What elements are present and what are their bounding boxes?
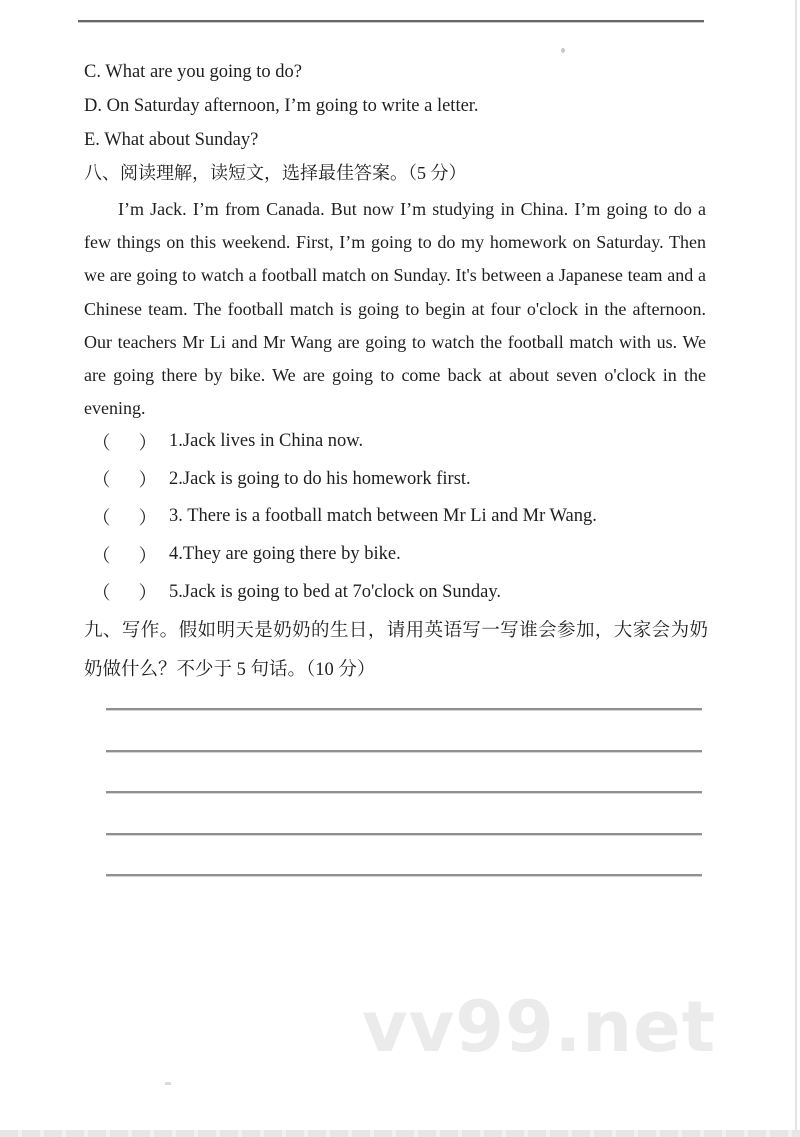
question-text: 1.Jack lives in China now.	[169, 431, 364, 452]
question-text: 3. There is a football match between Mr Li and Mr Wang.	[169, 506, 597, 527]
answer-bracket-open: （	[92, 584, 111, 605]
question-row	[92, 461, 597, 499]
writing-line	[106, 833, 702, 836]
answer-bracket-close: ）	[138, 508, 158, 529]
question-text: 2.Jack is going to do his homework first.	[169, 468, 471, 489]
question-row	[92, 536, 597, 574]
answer-bracket-close: ）	[138, 433, 158, 454]
answer-bracket-open: （	[92, 433, 111, 454]
section-8-heading: 八、阅读理解，读短文，选择最佳答案。（5 分）	[84, 163, 467, 183]
writing-line	[106, 708, 702, 711]
watermark: vv99.net	[362, 986, 717, 1068]
question-row	[92, 423, 597, 461]
answer-options-list	[84, 55, 479, 157]
scan-speck	[165, 1082, 171, 1085]
question-row	[92, 498, 597, 536]
answer-bracket-open: （	[92, 546, 111, 567]
scan-speck	[561, 48, 565, 53]
reading-passage: I’m Jack. I’m from Canada. But now I’m studying in China. I’m going to do a few things on this weekend. First, I’m going to do my homework on Saturday. Then we are going to watch a football match on Sunday. It's between a Japanese team and a Chinese team. The football match is going to begin at four o'clock in the afternoon. Our teachers Mr Li and Mr Wang are going to watch the football match with us. We are going there by bike. We are going to come back at about seven o'clock in the evening.	[84, 199, 706, 419]
answer-bracket-open: （	[92, 471, 111, 492]
top-horizontal-rule	[78, 20, 704, 23]
question-text: 4.They are going there by bike.	[169, 544, 401, 565]
writing-line	[106, 750, 702, 753]
answer-bracket-close: ）	[138, 584, 158, 605]
section-9-heading: 九、写作。假如明天是奶奶的生日，请用英语写一写谁会参加，大家会为奶奶做什么？不少于 5 句话。（10 分）	[84, 621, 708, 680]
writing-line	[106, 791, 702, 794]
bottom-edge-strip	[0, 1130, 800, 1137]
option-line-c: C. What are you going to do?	[84, 62, 303, 82]
option-line-d: D. On Saturday afternoon, I’m going to write a letter.	[84, 96, 479, 116]
writing-line	[106, 874, 702, 877]
answer-bracket-close: ）	[138, 471, 158, 492]
question-text: 5.Jack is going to bed at 7o'clock on Sunday.	[169, 581, 502, 602]
page-edge-line	[795, 0, 797, 1131]
answer-bracket-close: ）	[138, 546, 158, 567]
true-false-questions	[92, 423, 597, 611]
answer-bracket-open: （	[92, 508, 111, 529]
option-line-e: E. What about Sunday?	[84, 130, 259, 150]
question-row	[92, 573, 597, 611]
